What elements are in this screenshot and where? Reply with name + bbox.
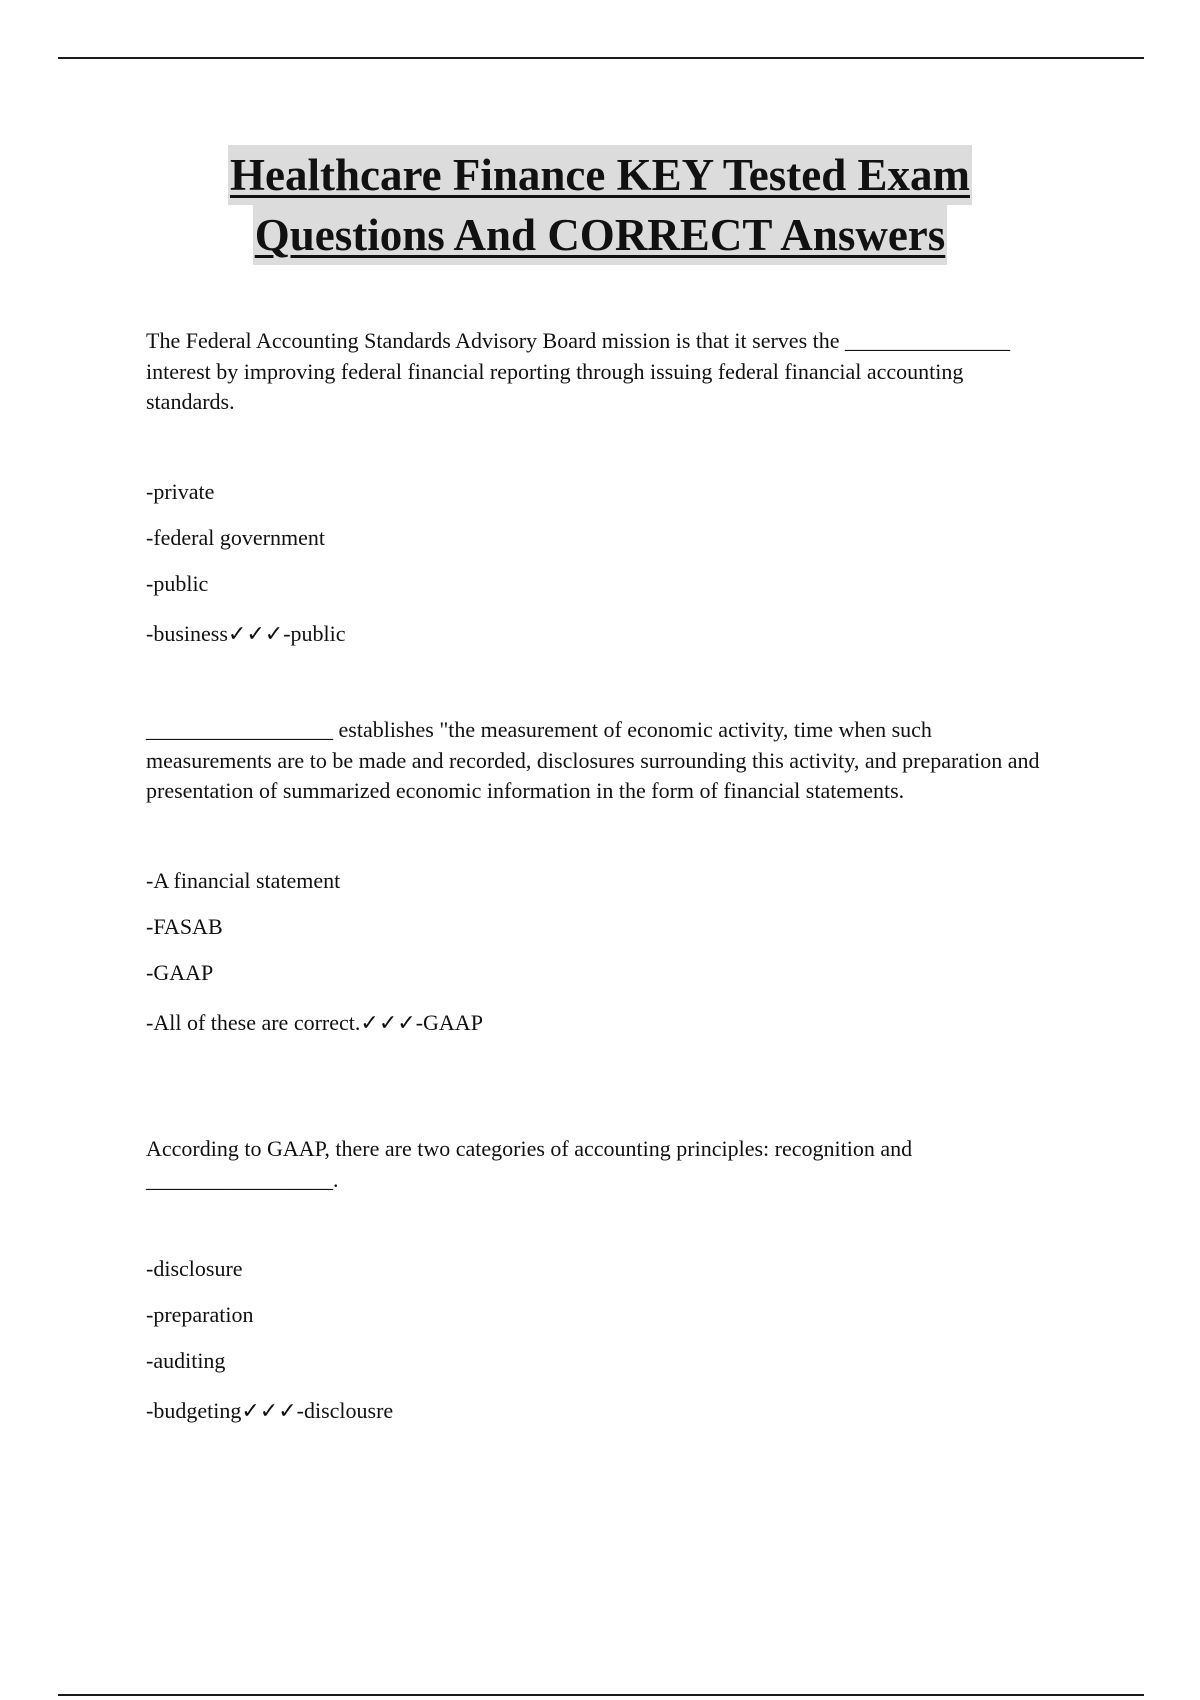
title-line-2: Questions And CORRECT Answers bbox=[253, 205, 948, 265]
option-item: -public bbox=[146, 570, 209, 596]
document-title bbox=[0, 145, 1200, 265]
title-line-1: Healthcare Finance KEY Tested Exam bbox=[228, 145, 972, 205]
checkmarks-icon: ✓✓✓ bbox=[241, 1399, 297, 1424]
question-text: The Federal Accounting Standards Advisory Board mission is that it serves the _______________ interest by improving federal financial reporting through issuing federal financial accounting standards. bbox=[146, 328, 1011, 414]
checkmarks-icon: ✓✓✓ bbox=[227, 621, 284, 647]
option-text: -All of these are correct. bbox=[146, 1009, 361, 1035]
question-text: According to GAAP, there are two categories of accounting principles: recognition and _________________. bbox=[146, 1136, 913, 1192]
option-item: -A financial statement bbox=[146, 867, 341, 893]
option-list bbox=[146, 478, 1046, 649]
question-text: _________________ establishes "the measurement of economic activity, time when such measurements are to be made and recorded, disclosures surrounding this activity, and preparation and presentation of summarized economic information in the form of financial statements. bbox=[146, 717, 1040, 803]
question-block-3 bbox=[146, 1134, 1046, 1444]
option-item: -federal government bbox=[146, 524, 325, 550]
option-text: -business bbox=[146, 620, 228, 646]
answer-text: -GAAP bbox=[415, 1009, 483, 1035]
option-list bbox=[146, 867, 1046, 1038]
option-item: -disclosure bbox=[146, 1256, 243, 1281]
checkmarks-icon: ✓✓✓ bbox=[360, 1010, 416, 1036]
answer-text: -disclousre bbox=[296, 1398, 394, 1423]
header-rule bbox=[58, 57, 1144, 59]
option-item: -preparation bbox=[146, 1302, 254, 1327]
option-item: -GAAP bbox=[146, 959, 214, 985]
footer-rule bbox=[58, 1694, 1144, 1696]
option-item: -auditing bbox=[146, 1348, 226, 1373]
answer-text: -public bbox=[283, 620, 346, 646]
option-item-with-answer bbox=[146, 1397, 1046, 1426]
option-item: -FASAB bbox=[146, 913, 223, 939]
question-block-2 bbox=[146, 715, 1046, 1056]
option-item-with-answer bbox=[146, 620, 1046, 649]
option-item: -private bbox=[146, 478, 215, 504]
option-list bbox=[146, 1255, 1046, 1426]
question-block-1 bbox=[146, 326, 1046, 667]
option-text: -budgeting bbox=[146, 1398, 242, 1423]
option-item-with-answer bbox=[146, 1009, 1046, 1038]
